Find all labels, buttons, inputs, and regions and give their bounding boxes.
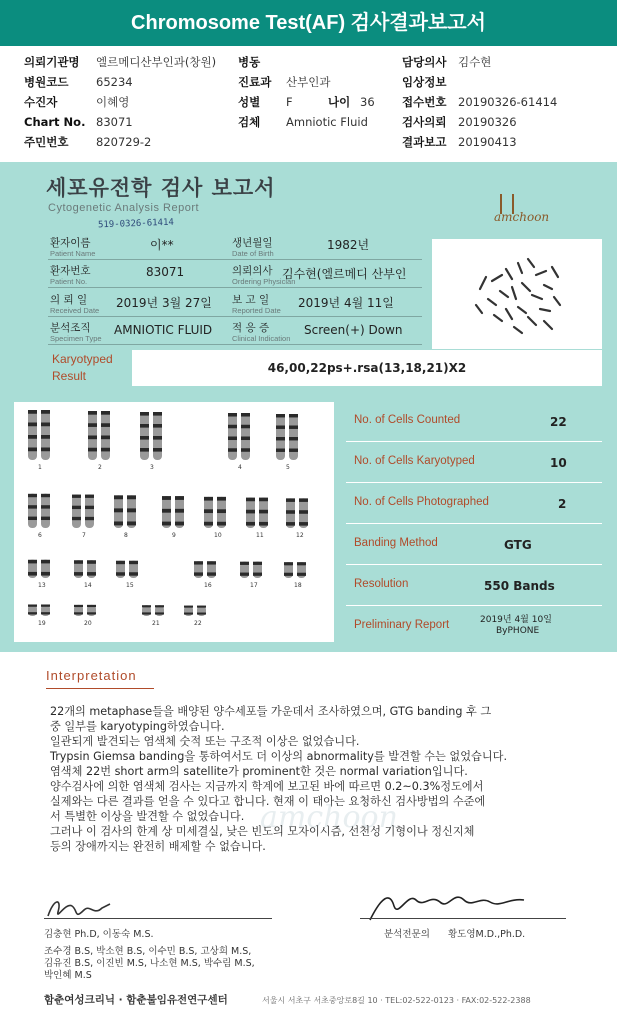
chromosome-band [41, 494, 50, 497]
chromosome-band [204, 509, 213, 513]
chromosome-band [162, 522, 171, 526]
chromosome-number: 19 [38, 620, 46, 627]
value-report-date: 20190413 [458, 135, 517, 149]
value-patient: 이혜영 [96, 95, 130, 109]
chromosome-number: 9 [172, 532, 176, 539]
chromosome-band [246, 510, 255, 514]
chromosome-band [155, 605, 164, 607]
stat-value: 10 [550, 456, 567, 470]
interpretation-line: 22개의 metaphase들을 배양된 양수세포들 가운데서 조사하였으며, GTG banding 후 그 [50, 705, 492, 718]
signer-right-label: 분석전문의 [384, 929, 430, 940]
chromosome-band [85, 517, 94, 520]
label-institution: 의뢰기관명 [24, 55, 80, 69]
label-age: 나이 [328, 95, 351, 109]
interpretation-line: 등의 장애까지는 완전히 배제할 수 없습니다. [50, 840, 266, 853]
chromosome-band [197, 606, 206, 608]
chromosome-band [28, 612, 37, 614]
chromosome-band [153, 424, 162, 428]
label-specimen-type: 분석조직 [50, 322, 91, 334]
chromosome-number: 22 [194, 620, 202, 627]
chromosome-band [228, 437, 237, 441]
value-specimen-type: AMNIOTIC FLUID [114, 323, 213, 337]
chromosome-band [28, 448, 37, 452]
label-ward: 병동 [238, 55, 261, 69]
chromosome-band [72, 517, 81, 520]
chromosome-band [194, 561, 203, 564]
chromosome-band [284, 573, 293, 576]
chromosome-band [88, 411, 97, 415]
chromosome-number: 2 [98, 464, 102, 471]
chromosome-band [241, 425, 250, 429]
header-row-1 [0, 52, 617, 72]
metaphase-chromosomes-icon [432, 239, 602, 349]
stat-value: 550 Bands [484, 579, 555, 593]
chromosome-band [41, 505, 50, 508]
chromosome-band [253, 562, 262, 565]
chromosome-band [41, 604, 50, 606]
chromosome-band [74, 572, 83, 576]
cytogenetic-report-panel [0, 162, 617, 652]
stat-label: No. of Cells Karyotyped [354, 455, 475, 467]
header-row-5 [0, 132, 617, 152]
label-reported-en: Reported Date [232, 306, 281, 315]
header-row-2 [0, 72, 617, 92]
chromosome-band [87, 572, 96, 576]
label-department: 진료과 [238, 75, 272, 89]
report-title-en: Cytogenetic Analysis Report [48, 202, 200, 214]
value-physician: 김수현(엘르메디 산부인 [282, 267, 407, 281]
value-department: 산부인과 [286, 75, 331, 89]
chromosome-number: 8 [124, 532, 128, 539]
value-accession: 20190326-61414 [458, 95, 558, 109]
chromosome-band [241, 437, 250, 441]
chromosome-band [28, 572, 37, 576]
interpretation-line: 일관되게 발견되는 염색체 숫적 또는 구조적 이상은 없었습니다. [50, 735, 360, 748]
chromosome-band [72, 495, 81, 498]
label-patient-no: 환자번호 [50, 265, 91, 277]
stat-value: 22 [550, 415, 567, 429]
chromosome-number: 17 [250, 582, 258, 589]
chromosome-band [116, 561, 125, 564]
chromosome-band [142, 612, 151, 614]
label-sex: 성별 [238, 95, 261, 109]
chromosome-band [88, 448, 97, 452]
value-age: 36 [360, 95, 375, 109]
stat-label: Preliminary Report [354, 619, 450, 631]
chromosome-number: 15 [126, 582, 134, 589]
chromosome-band [140, 448, 149, 452]
chromosome-band [116, 572, 125, 575]
label-received: 의 뢰 일 [50, 294, 88, 306]
stat-row-cells-photographed [346, 484, 602, 524]
metaphase-spread-image [432, 239, 602, 349]
stat-row-cells-counted [346, 402, 602, 442]
chromosome-band [297, 573, 306, 576]
chromosome-band [286, 522, 295, 526]
chromosome-band [184, 613, 193, 615]
chromosome-number: 13 [38, 582, 46, 589]
left-signature-icon [44, 892, 114, 926]
chromosome-band [204, 522, 213, 526]
chromosome-band [289, 437, 298, 440]
chromosome-band [155, 612, 164, 614]
chromosome-band [240, 573, 249, 576]
staff-list-2: 김유진 B.S, 이진빈 M.S, 나소현 M.S, 박수림 M.S, [44, 958, 255, 969]
chromosome-band [127, 495, 136, 499]
chromosome-band [88, 436, 97, 440]
label-resident-no: 주민번호 [24, 135, 69, 149]
chromosome-band [153, 436, 162, 440]
chromosome-band [184, 606, 193, 608]
label-indication-en: Clinical Indication [232, 334, 291, 343]
chromosome [28, 494, 37, 528]
label-clinical-info: 임상정보 [402, 75, 447, 89]
chromosome-number: 11 [256, 532, 264, 539]
chromosome-band [241, 413, 250, 417]
chromosome-band [85, 495, 94, 498]
chromosome-band [228, 448, 237, 452]
chromosome-band [217, 497, 226, 501]
label-dob: 생년월일 [232, 237, 273, 249]
divider [48, 316, 422, 317]
chromosome-band [101, 411, 110, 415]
footer-address: 서울시 서초구 서초중앙로8길 10 · TEL:02-522-0123 · FAX:02-522-2388 [262, 996, 531, 1005]
chromosome-band [153, 412, 162, 416]
chromosome-number: 7 [82, 532, 86, 539]
right-signature-icon [368, 886, 528, 928]
interpretation-line: 실제와는 다른 결과를 얻을 수 있다고 합니다. 현재 이 태아는 요청하신 검사방법의 수준에 [50, 795, 486, 808]
chromosome-band [259, 510, 268, 514]
value-received: 2019년 3월 27일 [116, 296, 212, 310]
chromosome-band [299, 498, 308, 502]
chromosome-number: 3 [150, 464, 154, 471]
chromosome-band [286, 498, 295, 502]
staff-list-1: 조수경 B.S, 박소현 B.S, 이수민 B.S, 고상희 M.S, [44, 946, 252, 957]
stat-label: No. of Cells Photographed [354, 496, 489, 508]
value-sex: F [286, 95, 293, 109]
value-chart-no: 83071 [96, 115, 133, 129]
stat-value: 2 [558, 497, 567, 511]
karyotype-result-label [0, 350, 130, 386]
chromosome-number: 16 [204, 582, 212, 589]
stat-row-banding-method [346, 525, 602, 565]
chromosome-number: 10 [214, 532, 222, 539]
chromosome-band [162, 496, 171, 500]
value-patient-name: 이** [150, 238, 174, 252]
chromosome-band [175, 522, 184, 526]
chromosome-band [127, 521, 136, 525]
karyogram-chromosomes-icon [14, 402, 334, 642]
label-patient-name-en: Patient Name [50, 249, 96, 258]
karyotype-label-line2: Result [52, 369, 87, 383]
chromosome-number: 6 [38, 532, 42, 539]
chromosome-band [28, 410, 37, 414]
chromosome-band [87, 605, 96, 607]
chromosome-band [228, 413, 237, 417]
value-hospital-code: 65234 [96, 75, 133, 89]
chromosome-band [289, 449, 298, 452]
chromosome-band [276, 414, 285, 417]
chromosome-band [114, 495, 123, 499]
value-dob: 1982년 [327, 238, 370, 252]
chromosome-band [127, 508, 136, 512]
chromosome-band [28, 435, 37, 439]
chromosome-band [41, 448, 50, 452]
chromosome-band [175, 496, 184, 500]
interpretation-line: 양수검사에 의한 염색체 검사는 지금까지 학계에 보고된 바에 따르면 0.2~0.3%정도에서 [50, 780, 484, 793]
chromosome [72, 495, 81, 528]
signer-right: 황도영M.D.,Ph.D. [448, 929, 526, 940]
chromosome-number: 14 [84, 582, 92, 589]
value-patient-no: 83071 [146, 265, 185, 279]
interpretation-line: 중 일부를 karyotyping하였습니다. [50, 720, 225, 733]
chromosome-band [41, 612, 50, 614]
stat-row-cells-karyotyped [346, 443, 602, 483]
label-specimen: 검체 [238, 115, 261, 129]
chromosome-band [85, 506, 94, 509]
footer-org: 함춘여성크리닉 · 함춘불임유전연구센터 [44, 994, 228, 1006]
chromosome-band [140, 436, 149, 440]
chromosome-band [114, 521, 123, 525]
chromosome-band [162, 509, 171, 513]
chromosome-band [140, 412, 149, 416]
chromosome-band [74, 605, 83, 607]
label-request-date: 검사의뢰 [402, 115, 447, 129]
karyotype-label-line1: Karyotyped [52, 352, 113, 366]
handwritten-accession: 519-0326-61414 [97, 217, 175, 231]
label-physician-en: Ordering Physician [232, 277, 296, 286]
chromosome-band [276, 426, 285, 429]
chromosome-number: 18 [294, 582, 302, 589]
chromosome-band [101, 448, 110, 452]
chromosome-band [28, 505, 37, 508]
chromosome-band [74, 560, 83, 564]
chromosome-band [28, 560, 37, 564]
karyogram-image [14, 402, 334, 642]
chromosome-number: 21 [152, 620, 160, 627]
chromosome-band [246, 498, 255, 502]
chromosome-band [217, 509, 226, 513]
value-request-date: 20190326 [458, 115, 517, 129]
label-indication: 적 응 증 [232, 322, 270, 334]
chromosome-band [140, 424, 149, 428]
header-row-3 [0, 92, 617, 112]
chromosome-band [28, 423, 37, 427]
analysis-stats [346, 402, 602, 644]
label-report-date: 결과보고 [402, 135, 447, 149]
label-physician: 의뢰의사 [232, 265, 273, 277]
stat-label: No. of Cells Counted [354, 414, 461, 426]
chromosome-band [276, 449, 285, 452]
chromosome-band [41, 435, 50, 439]
interpretation-title: Interpretation [46, 668, 137, 683]
staff-list-3: 박인혜 M.S [44, 970, 92, 981]
chromosome-band [289, 426, 298, 429]
stat-row-resolution [346, 566, 602, 606]
interpretation-line: Trypsin Giemsa banding을 통하여서도 더 이상의 abnormality를 발견할 수는 없었습니다. [50, 750, 508, 763]
chromosome-band [207, 572, 216, 575]
chromosome-band [87, 612, 96, 614]
chromosome-band [286, 510, 295, 514]
chromosome-band [28, 517, 37, 520]
label-chart-no: Chart No. [24, 115, 86, 129]
chromosome-band [297, 562, 306, 565]
chromosome-band [129, 561, 138, 564]
stat-label: Resolution [354, 578, 409, 590]
label-patient-no-en: Patient No. [50, 277, 88, 286]
label-patient-name: 환자이름 [50, 237, 91, 249]
chromosome-band [204, 497, 213, 501]
stat-label: Banding Method [354, 537, 438, 549]
chromosome-band [259, 522, 268, 526]
chromosome-band [246, 522, 255, 526]
value-resident-no: 820729-2 [96, 135, 152, 149]
chromosome-band [72, 506, 81, 509]
chromosome-band [197, 613, 206, 615]
chromosome-band [299, 510, 308, 514]
interpretation-underline [46, 688, 154, 689]
lab-logo: amchoon [494, 210, 550, 224]
chromosome-band [41, 560, 50, 564]
chromosome-band [28, 494, 37, 497]
label-accession: 접수번호 [402, 95, 447, 109]
label-specimen-type-en: Specimen Type [50, 334, 102, 343]
signer-left: 김충현 Ph.D, 이동숙 M.S. [44, 929, 154, 940]
request-info-header [0, 52, 617, 156]
chromosome-band [153, 448, 162, 452]
chromosome-number: 20 [84, 620, 92, 627]
report-title-bar [0, 0, 617, 46]
interpretation-line: 서 특별한 이상을 발견할 수 없었습니다. [50, 810, 245, 823]
interpretation-line: 염색체 22번 short arm의 satellite가 prominent한 것은 normal variation입니다. [50, 765, 468, 778]
chromosome-band [41, 423, 50, 427]
chromosome-band [114, 508, 123, 512]
value-indication: Screen(+) Down [304, 323, 403, 337]
right-signature-line [360, 918, 566, 919]
divider [48, 287, 422, 288]
chromosome-band [228, 425, 237, 429]
chromosome-band [74, 612, 83, 614]
value-doctor: 김수현 [458, 55, 492, 69]
label-dob-en: Date of Birth [232, 249, 274, 258]
divider [48, 344, 422, 345]
chromosome [41, 494, 50, 528]
report-title: Chromosome Test(AF) 검사결과보고서 [131, 12, 486, 34]
karyotype-result: 46,00,22ps+.rsa(13,18,21)X2 [132, 350, 602, 386]
interpretation-line: 그러나 이 검사의 한계 상 미세결실, 낮은 빈도의 모자이시즘, 선천성 기형이나 정신지체 [50, 825, 475, 838]
value-specimen: Amniotic Fluid [286, 115, 368, 129]
label-hospital-code: 병원코드 [24, 75, 69, 89]
interpretation-text [50, 704, 590, 854]
chromosome-band [240, 562, 249, 565]
divider [48, 259, 422, 260]
chromosome-number: 12 [296, 532, 304, 539]
stat-value: 2019년 4월 10일 [480, 615, 552, 625]
chromosome-band [175, 509, 184, 513]
report-title-ko: 세포유전학 검사 보고서 [46, 176, 276, 200]
value-reported: 2019년 4월 11일 [298, 296, 394, 310]
chromosome-band [207, 561, 216, 564]
chromosome-band [101, 423, 110, 427]
chromosome-number: 4 [238, 464, 242, 471]
chromosome-number: 5 [286, 464, 290, 471]
label-doctor: 담당의사 [402, 55, 447, 69]
label-reported: 보 고 일 [232, 294, 270, 306]
chromosome-band [289, 414, 298, 417]
chromosome-band [28, 604, 37, 606]
chromosome-band [142, 605, 151, 607]
chromosome-number: 1 [38, 464, 42, 471]
label-received-en: Received Date [50, 306, 100, 315]
stat-row-preliminary-report [346, 607, 602, 647]
chromosome-band [129, 572, 138, 575]
left-signature-line [44, 918, 272, 919]
chromosome-band [41, 517, 50, 520]
label-patient: 수진자 [24, 95, 58, 109]
stat-value: GTG [504, 538, 532, 552]
chromosome-band [87, 560, 96, 564]
chromosome-band [217, 522, 226, 526]
chromosome-band [41, 410, 50, 414]
header-row-4 [0, 112, 617, 132]
chromosome-band [299, 522, 308, 526]
chromosome-band [241, 448, 250, 452]
chromosome-band [41, 572, 50, 576]
chromosome-band [194, 572, 203, 575]
chromosome-band [276, 437, 285, 440]
chromosome-band [88, 423, 97, 427]
chromosome-band [259, 498, 268, 502]
stat-value-method: ByPHONE [496, 626, 540, 636]
chromosome [85, 495, 94, 528]
chromosome-band [253, 573, 262, 576]
watermark: amchoon [260, 800, 398, 835]
chromosome-band [284, 562, 293, 565]
value-institution: 엘르메디산부인과(창원) [96, 55, 217, 69]
chromosome-band [101, 436, 110, 440]
